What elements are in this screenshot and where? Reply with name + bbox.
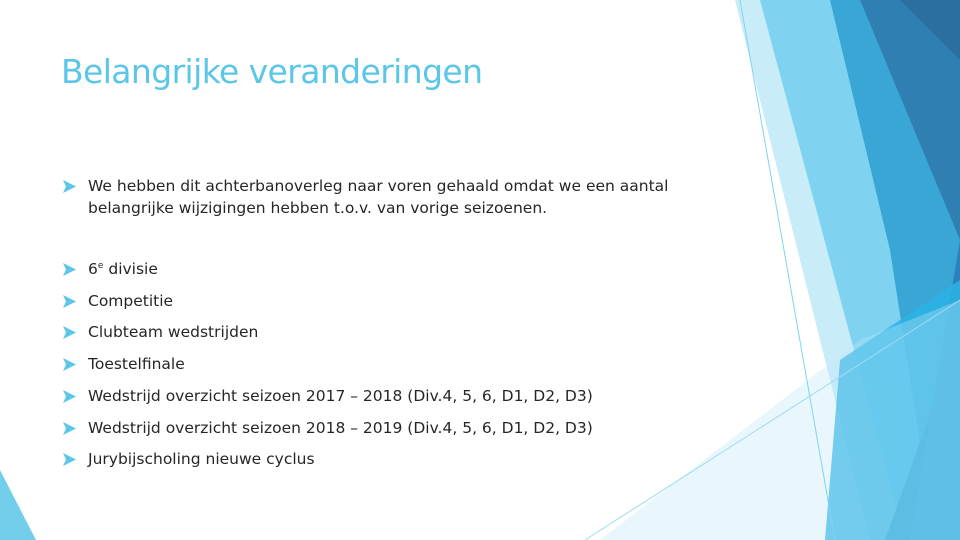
- diamond-arrow-icon: [62, 452, 77, 467]
- diamond-arrow-icon: [62, 179, 77, 194]
- slide-title: Belangrijke veranderingen: [61, 52, 483, 91]
- diamond-arrow-icon: [62, 357, 77, 372]
- bullet-text: Clubteam wedstrijden: [88, 323, 259, 341]
- bullet-suffix: divisie: [103, 260, 158, 278]
- diamond-arrow-icon: [62, 262, 77, 277]
- bullet-text: We hebben dit achterbanoverleg naar voren gehaald omdat we een aantal belangrijke wijzigingen hebben t.o.v. van vorige seizoenen.: [88, 177, 669, 217]
- bullet-text: Competitie: [88, 292, 174, 310]
- bullet-text: Toestelfinale: [88, 355, 185, 373]
- bullet-text: [88, 259, 698, 281]
- bullet-text: Wedstrijd overzicht seizoen 2018 – 2019 (Div.4, 5, 6, D1, D2, D3): [88, 419, 593, 437]
- diamond-arrow-icon: [62, 325, 77, 340]
- diamond-arrow-icon: [62, 389, 77, 404]
- bullet-prefix: 6: [88, 260, 98, 278]
- diamond-arrow-icon: [62, 421, 77, 436]
- bullet-text: Jurybijscholing nieuwe cyclus: [88, 450, 315, 468]
- bullet-text: Wedstrijd overzicht seizoen 2017 – 2018 (Div.4, 5, 6, D1, D2, D3): [88, 387, 593, 405]
- bullet-superscript: e: [97, 261, 104, 271]
- diamond-arrow-icon: [62, 294, 77, 309]
